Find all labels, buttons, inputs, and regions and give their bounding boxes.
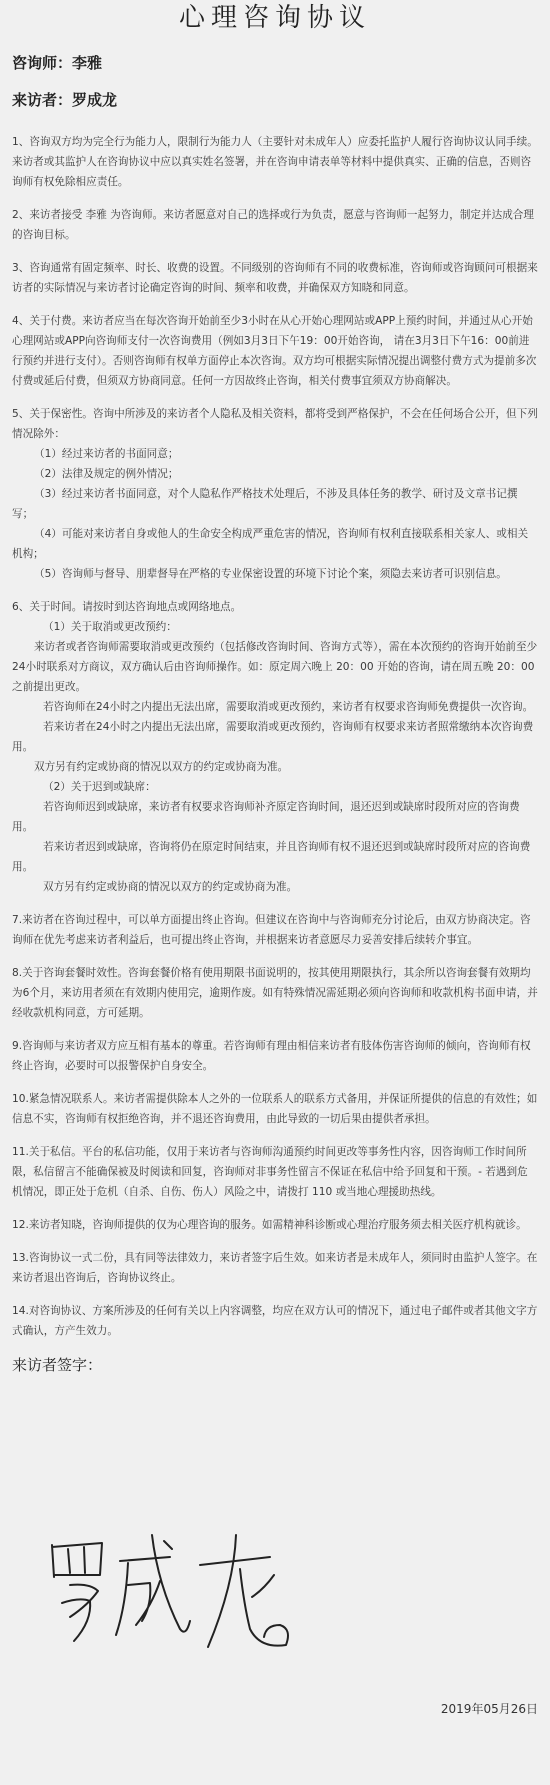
counselor-line: 咨询师：李雅 (12, 54, 103, 72)
clause-paragraph: 双方另有约定或协商的情况以双方的约定或协商为准。 (43, 881, 298, 893)
clause-paragraph: 2、来访者接受 李雅 为咨询师。来访者愿意对自己的选择或行为负责，愿意与咨询师一起努力，制定并达成合理的咨询目标。 (12, 209, 534, 241)
clause-3 (12, 258, 538, 298)
clause-paragraph: 12.来访者知晓，咨询师提供的仅为心理咨询的服务。如需精神科诊断或心理治疗服务须去相关医疗机构就诊。 (12, 1219, 527, 1231)
clause-paragraph: 4、关于付费。来访者应当在每次咨询开始前至少3小时在从心开始心理网站或APP上预约时间，并通过从心开始心理网站或APP向咨询师支付一次咨询费用（例如3月3日下午19：00开始咨询， 请在3月3日下午16：00前进行预约并进行支付）。否则咨询师有权单方面停止本次咨询。双方均可根据实际情况提出调整付费方式为提前多次付费或延后付费，但须双方协商同意。任何一方因故终止咨询，相关付费事宜须双方协商解决。 (12, 315, 537, 387)
clause-paragraph: 若咨询师在24小时之内提出无法出席，需要取消或更改预约，来访者有权要求咨询师免费提供一次咨询。 (43, 701, 534, 713)
signature-label: 来访者签字： (12, 1356, 103, 1374)
clause-paragraph: 双方另有约定或协商的情况以双方的约定或协商为准。 (34, 761, 289, 773)
clause-paragraph: 5、关于保密性。咨询中所涉及的来访者个人隐私及相关资料，都将受到严格保护，不会在任何场合公开，但下列情况除外： (12, 408, 538, 440)
clause-paragraph: 7.来访者在咨询过程中，可以单方面提出终止咨询。但建议在咨询中与咨询师充分讨论后，由双方协商决定。咨询师在优先考虑来访者利益后，也可提出终止咨询，并根据来访者意愿尽力妥善安排后续转介事宜。 (12, 914, 531, 946)
clause-paragraph: 9.咨询师与来访者双方应互相有基本的尊重。若咨询师有理由相信来访者有肢体伤害咨询师的倾向，咨询师有权终止咨询，必要时可以报警保护自身安全。 (12, 1040, 531, 1072)
clause-paragraph: （2）关于迟到或缺席： (43, 781, 156, 793)
clause-10 (12, 1089, 538, 1129)
clause-13 (12, 1248, 538, 1288)
clause-paragraph: （3）经过来访者书面同意，对个人隐私作严格技术处理后，不涉及具体任务的教学、研讨及文章书记撰写； (12, 488, 518, 520)
document-title: 心理咨询协议 (178, 3, 371, 33)
clause-paragraph: （2）法律及规定的例外情况； (34, 468, 179, 480)
clause-paragraph: 11.关于私信。平台的私信功能，仅用于来访者与咨询师沟通预约时间更改等事务性内容，因咨询师工作时间所限，私信留言不能确保被及时阅读和回复，咨询师对非事务性留言不保证在私信中给予回复和干预。- 若遇到危机情况，即正处于危机（自杀、自伤、伤人）风险之中，请拨打 110 或当地心理援助热线。 (12, 1146, 528, 1198)
clause-paragraph: 若来访者在24小时之内提出无法出席，需要取消或更改预约，咨询师有权要求来访者照常缴纳本次咨询费用。 (12, 721, 534, 753)
clause-paragraph: （4）可能对来访者自身或他人的生命安全构成严重危害的情况，咨询师有权利直接联系相关家人、或相关机构； (12, 528, 529, 560)
clause-6 (12, 597, 538, 897)
clause-7 (12, 910, 538, 950)
clause-paragraph: 3、咨询通常有固定频率、时长、收费的设置。不同级别的咨询师有不同的收费标准，咨询师或咨询顾问可根据来访者的实际情况与来访者讨论确定咨询的时间、频率和收费，并确保双方知晓和同意。 (12, 262, 538, 294)
signature-drawing (40, 1525, 300, 1665)
clause-2 (12, 205, 538, 245)
clause-paragraph: 若咨询师迟到或缺席，来访者有权要求咨询师补齐原定咨询时间，退还迟到或缺席时段所对应的咨询费用。 (12, 801, 520, 833)
clause-9 (12, 1036, 538, 1076)
clause-paragraph: 8.关于咨询套餐时效性。咨询套餐价格有使用期限书面说明的，按其使用期限执行，其余所以咨询套餐有效期均为6个月，来访用者须在有效期内使用完，逾期作废。如有特殊情况需延期必须向咨询师和收款机构书面申请，并经收款机构同意，方可延期。 (12, 967, 538, 1019)
clause-paragraph: 13.咨询协议一式二份，具有同等法律效力，来访者签字后生效。如来访者是未成年人，须同时由监护人签字。在来访者退出咨询后，咨询协议终止。 (12, 1252, 538, 1284)
clause-5 (12, 404, 538, 584)
signature-date: 2019年05月26日 (440, 1702, 538, 1716)
clause-paragraph: （5）咨询师与督导、朋辈督导在严格的专业保密设置的环境下讨论个案，须隐去来访者可识别信息。 (34, 568, 507, 580)
clause-1 (12, 132, 538, 192)
clause-paragraph: 6、关于时间。请按时到达咨询地点或网络地点。 (12, 601, 242, 613)
clause-paragraph: 10.紧急情况联系人。来访者需提供除本人之外的一位联系人的联系方式备用，并保证所提供的信息的有效性；如信息不实，咨询师有权拒绝咨询，并不退还咨询费用，由此导致的一切后果由提供者承担。 (12, 1093, 538, 1125)
clause-14 (12, 1301, 538, 1341)
client-line: 来访者：罗成龙 (12, 91, 118, 109)
clause-paragraph: 1、咨询双方均为完全行为能力人，限制行为能力人（主要针对未成年人）应委托监护人履行咨询协议认同手续。来访者或其监护人在咨询协议中应以真实姓名签署，并在咨询申请表单等材料中提供真实、正确的信息，否则咨询师有权免除相应责任。 (12, 136, 538, 188)
clause-paragraph: 14.对咨询协议、方案所涉及的任何有关以上内容调整，均应在双方认可的情况下，通过电子邮件或者其他文字方式确认，方产生效力。 (12, 1305, 538, 1337)
clause-paragraph: 若来访者迟到或缺席，咨询将仍在原定时间结束，并且咨询师有权不退还迟到或缺席时段所对应的咨询费用。 (12, 841, 531, 873)
clauses-list (0, 132, 550, 1341)
handwritten-signature (40, 1525, 300, 1669)
clause-paragraph: 来访者或者咨询师需要取消或更改预约（包括修改咨询时间、咨询方式等），需在本次预约的咨询开始前至少24小时联系对方商议，双方确认后由咨询师操作。如：原定周六晚上 20：00 开始的咨询，请在周五晚 20：00 之前提出更改。 (12, 641, 538, 693)
clause-8 (12, 963, 538, 1023)
clause-12 (12, 1215, 538, 1235)
clause-paragraph: （1）关于取消或更改预约： (43, 621, 177, 633)
clause-4 (12, 311, 538, 391)
clause-paragraph: （1）经过来访者的书面同意； (34, 448, 179, 460)
clause-11 (12, 1142, 538, 1202)
